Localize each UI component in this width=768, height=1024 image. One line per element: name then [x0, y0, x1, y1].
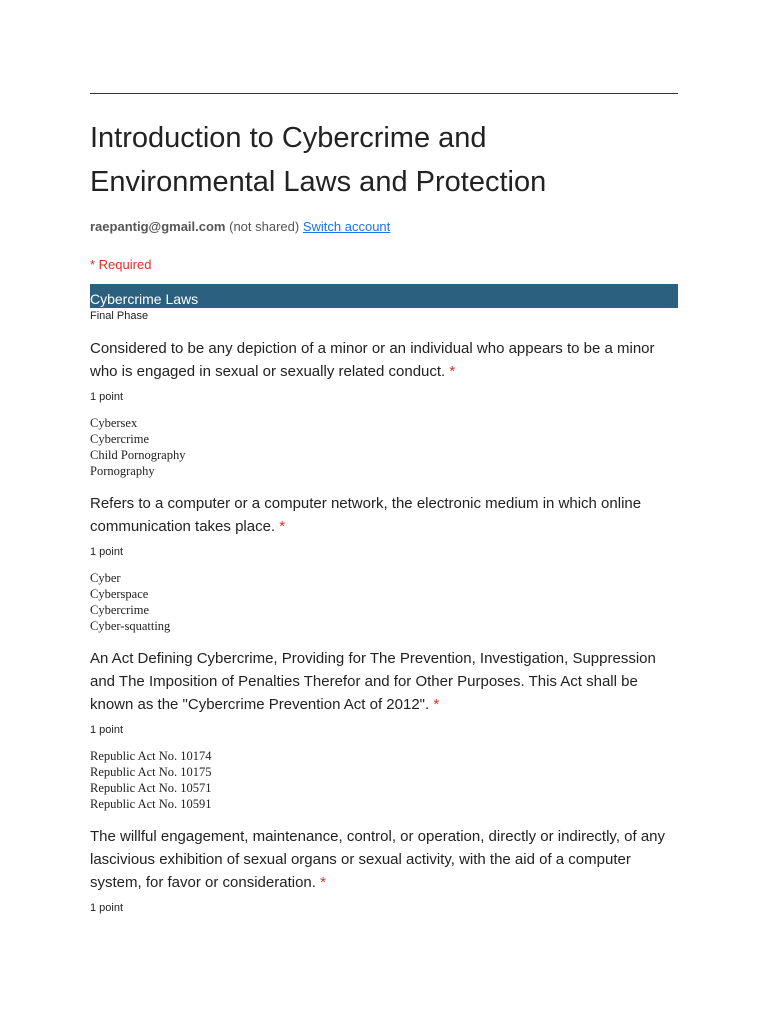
form-title [90, 116, 678, 204]
option[interactable]: Cybercrime [90, 603, 150, 617]
option[interactable]: Republic Act No. 10175 [90, 765, 212, 779]
required-star: * [320, 874, 326, 891]
question-text: Considered to be any depiction of a minor or an individual who appears to be a minor who is engaged in sexual or sexually related conduct. * [90, 340, 655, 380]
required-note: * Required [90, 257, 152, 272]
section-header: Cybercrime Laws [90, 284, 678, 308]
option[interactable]: Republic Act No. 10571 [90, 781, 212, 795]
question-text: Refers to a computer or a computer network, the electronic medium in which online communication takes place. * [90, 495, 642, 535]
question-text: The willful engagement, maintenance, control, or operation, directly or indirectly, of any lascivious exhibition of sexual organs or sexual activity, with the aid of a computer system, for favor or consideration. * [90, 828, 666, 891]
header-divider [90, 93, 678, 94]
question-1 [90, 337, 678, 479]
form-title-line2: Environmental Laws and Protection [90, 166, 547, 198]
question-text: An Act Defining Cybercrime, Providing for The Prevention, Investigation, Suppression and The Imposition of Penalties Therefor and for Other Purposes. This Act shall be known as the "Cybercrime Prevention Act of 2012". * [90, 650, 656, 713]
option[interactable]: Republic Act No. 10174 [90, 749, 212, 763]
points-label: 1 point [90, 902, 124, 914]
option[interactable]: Pornography [90, 464, 155, 478]
question-2 [90, 492, 678, 634]
option[interactable]: Cyberspace [90, 587, 149, 601]
account-email: raepantig@gmail.com [90, 219, 226, 234]
question-4 [90, 825, 678, 916]
points-label: 1 point [90, 391, 124, 403]
required-star: * [433, 696, 440, 713]
options-list [90, 415, 678, 479]
option[interactable]: Child Pornography [90, 448, 186, 462]
required-star: * [279, 518, 286, 535]
not-shared-label: (not shared) [229, 219, 300, 234]
option[interactable]: Cybersex [90, 416, 138, 430]
options-list [90, 748, 678, 812]
account-info [90, 219, 390, 234]
option[interactable]: Cyber [90, 571, 121, 585]
option[interactable]: Republic Act No. 10591 [90, 797, 212, 811]
question-3 [90, 647, 678, 812]
points-label: 1 point [90, 724, 124, 736]
options-list [90, 570, 678, 634]
option[interactable]: Cyber-squatting [90, 619, 171, 633]
points-label: 1 point [90, 546, 124, 558]
section-subtitle: Final Phase [90, 310, 149, 322]
option[interactable]: Cybercrime [90, 432, 150, 446]
form-title-line1: Introduction to Cybercrime and [90, 122, 487, 154]
required-star: * [449, 363, 456, 380]
switch-account-link[interactable]: Switch account [302, 219, 391, 234]
